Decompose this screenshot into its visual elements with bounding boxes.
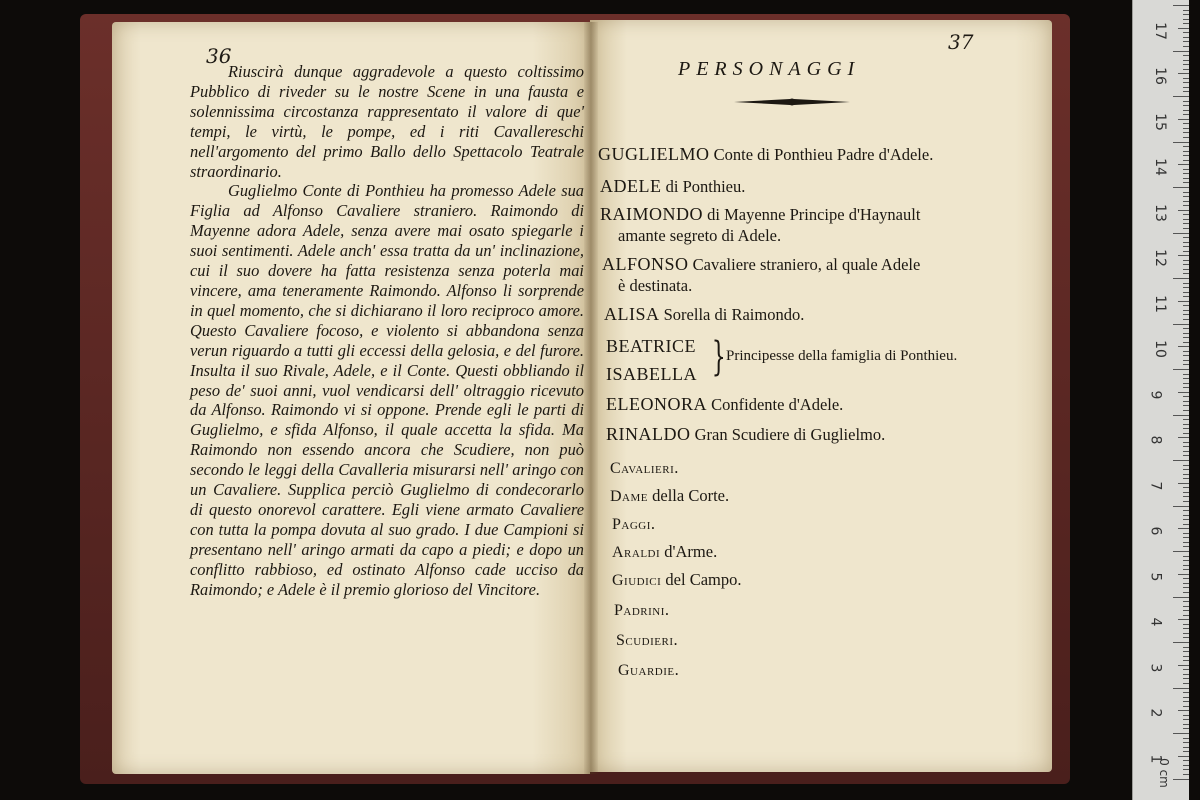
ruler-tick	[1178, 301, 1189, 302]
bracket-name: ISABELLA	[606, 364, 697, 384]
ruler-tick	[1183, 556, 1189, 557]
ruler-tick	[1173, 460, 1189, 461]
ruler-tick	[1183, 451, 1189, 452]
ruler-tick	[1183, 656, 1189, 657]
ruler-tick	[1183, 305, 1189, 306]
ruler-tick	[1183, 396, 1189, 397]
ruler-tick	[1183, 742, 1189, 743]
ruler-tick	[1178, 73, 1189, 74]
ruler-tick	[1183, 342, 1189, 343]
ruler-tick	[1183, 683, 1189, 684]
cast-entry	[602, 254, 920, 275]
cast-desc: Cavaliere straniero, al quale Adele	[688, 255, 921, 274]
ruler-tick	[1183, 637, 1189, 638]
ruler-tick	[1173, 5, 1189, 6]
extra-name: Guardie	[618, 662, 675, 679]
ruler-tick	[1183, 747, 1189, 748]
ruler-tick	[1183, 23, 1189, 24]
ruler-tick	[1183, 738, 1189, 739]
ruler-tick	[1178, 756, 1189, 757]
ruler-tick	[1183, 296, 1189, 297]
ruler-tick	[1183, 660, 1189, 661]
ruler-tick	[1183, 328, 1189, 329]
ruler-tick	[1183, 410, 1189, 411]
cast-name: RAIMONDO	[600, 204, 703, 224]
ruler-tick	[1183, 178, 1189, 179]
ruler-tick	[1183, 601, 1189, 602]
ruler-tick	[1183, 333, 1189, 334]
ruler-tick	[1183, 223, 1189, 224]
ruler-tick	[1183, 487, 1189, 488]
ruler-tick	[1183, 424, 1189, 425]
ruler-tick	[1178, 574, 1189, 575]
ruler-tick	[1183, 310, 1189, 311]
ruler-tick	[1183, 478, 1189, 479]
ruler-tick	[1183, 610, 1189, 611]
ruler-tick	[1183, 283, 1189, 284]
ruler-number: 6	[1147, 526, 1164, 536]
ruler-tick	[1183, 182, 1189, 183]
extra-name: Cavalieri	[610, 460, 675, 477]
left-page-text	[190, 62, 584, 599]
extra-entry	[610, 486, 729, 506]
ruler-tick	[1183, 364, 1189, 365]
ruler-number: 13	[1151, 203, 1168, 222]
cast-desc: Conte di Ponthieu Padre d'Adele.	[709, 145, 934, 164]
ruler-tick	[1183, 724, 1189, 725]
ruler-tick	[1183, 101, 1189, 102]
extra-name: Padrini	[614, 602, 665, 619]
ruler-tick	[1178, 119, 1189, 120]
ruler-tick	[1183, 565, 1189, 566]
right-page-number: 37	[948, 30, 974, 54]
left-page-number: 36	[206, 44, 232, 68]
ruler-tick	[1183, 501, 1189, 502]
cast-entry	[598, 144, 933, 165]
ruler-tick	[1183, 360, 1189, 361]
ruler-tick	[1173, 688, 1189, 689]
extra-desc: .	[664, 600, 670, 619]
ruler-tick	[1173, 233, 1189, 234]
ruler-tick	[1183, 246, 1189, 247]
ruler-tick	[1183, 374, 1189, 375]
ruler-number: 11	[1151, 294, 1168, 313]
ruler-number: 15	[1151, 112, 1168, 131]
ruler-tick	[1183, 592, 1189, 593]
ruler-tick	[1183, 251, 1189, 252]
paragraph: Riuscirà dunque aggradevole a questo coltissimo Pubblico di riveder su le nostre Scene in una fausta e solennissima circostanza rappresentato il valore di que' tempi, le virtù, le pompe, ed i riti Cavallereschi nell'argomento del primo Ballo dello Spettacolo Teatrale straordinario.	[190, 62, 584, 181]
curly-brace-icon: }	[711, 334, 726, 380]
ruler-tick	[1183, 401, 1189, 402]
extra-desc: della Corte.	[648, 486, 730, 505]
ruler-tick	[1173, 51, 1189, 52]
paragraph: Guglielmo Conte di Ponthieu ha promesso Adele sua Figlia ad Alfonso Cavaliere straniero. Raimondo di Mayenne adora Adele, senza avere mai osato spiegarle i suoi sentimenti. Adele anch' essa tratta da un' inclinazione, cui il suo dovere ha fatta resistenza senza poterla mai vincere, ama teneramente Raimondo. Alfonso li sorprende in quel momento, che si dichiarano il loro reciproco amore. Questo Cavaliere focoso, e violento si abbandona senza verun riguardo a tutti gli eccessi della gelosia, e del furore. Insulta il suo Rivale, Adele, e il Conte. Questi obbliando il peso de' suoi anni, vuol vendicarsi dell' oltraggio ricevuto da Alfonso. Raimondo vi si oppone. Prende egli le parti di Guglielmo, e sfida Alfonso, il quale accetta la sfida. Ma Raimondo non essendo ancora che Scudiere, non può secondo le leggi della Cavalleria misurarsi nell' aringo con un Cavaliere. Supplica perciò Guglielmo di condecorarlo di questo onorevol carattere. Egli viene armato Cavaliere con tutta la pompa dovuta al suo grado. I due Campioni si presentano nell' aringo armati da capo a piedi; e dopo un conflitto rabbioso, ed ostinato Alfonso cade ucciso da Raimondo; e Adele è il premio glorioso del Vincitore.	[190, 181, 584, 599]
ruler-tick	[1183, 433, 1189, 434]
ruler-tick	[1183, 69, 1189, 70]
ruler-tick	[1183, 110, 1189, 111]
cast-entry	[600, 176, 745, 197]
extra-name: Giudici	[612, 572, 662, 589]
ruler-tick	[1183, 728, 1189, 729]
cast-entry	[600, 204, 920, 225]
ruler-tick	[1183, 132, 1189, 133]
ruler-tick	[1183, 697, 1189, 698]
ruler-tick	[1178, 255, 1189, 256]
ruler-tick	[1183, 760, 1189, 761]
ruler-tick	[1183, 578, 1189, 579]
extra-entry	[618, 660, 679, 680]
ruler-number: 1	[1147, 754, 1164, 764]
ornament-divider	[732, 96, 852, 108]
ruler-tick	[1183, 14, 1189, 15]
ruler-number: 10	[1151, 340, 1168, 359]
cast-entry	[606, 394, 843, 415]
ruler-number: 9	[1147, 390, 1164, 400]
ruler-tick	[1183, 292, 1189, 293]
ruler-tick	[1178, 483, 1189, 484]
ruler-number: 7	[1147, 481, 1164, 491]
ruler-unit: 0 cm	[1156, 758, 1171, 788]
ruler-tick	[1183, 651, 1189, 652]
ruler-tick	[1173, 506, 1189, 507]
ruler-tick	[1183, 378, 1189, 379]
ruler-tick	[1183, 510, 1189, 511]
ruler-tick	[1183, 205, 1189, 206]
ruler-tick	[1178, 392, 1189, 393]
ruler-tick	[1178, 710, 1189, 711]
ruler-tick	[1183, 201, 1189, 202]
extra-entry	[614, 600, 669, 620]
ruler-tick	[1183, 706, 1189, 707]
cast-name	[606, 364, 697, 385]
ruler-tick	[1173, 96, 1189, 97]
ruler-tick	[1183, 715, 1189, 716]
ruler-tick	[1183, 674, 1189, 675]
ruler-tick	[1183, 678, 1189, 679]
ruler-tick	[1183, 228, 1189, 229]
ruler-tick	[1173, 551, 1189, 552]
ruler-tick	[1173, 733, 1189, 734]
ruler-tick	[1178, 346, 1189, 347]
cast-desc: Sorella di Raimondo.	[659, 305, 805, 324]
ruler-number: 5	[1147, 572, 1164, 582]
extra-name: Scudieri	[616, 632, 674, 649]
ruler-tick	[1183, 273, 1189, 274]
ruler-tick	[1183, 196, 1189, 197]
book-gutter	[584, 22, 598, 774]
ruler-tick	[1183, 242, 1189, 243]
ruler-tick	[1183, 64, 1189, 65]
ruler-tick	[1183, 387, 1189, 388]
ruler-tick	[1183, 10, 1189, 11]
ruler-tick	[1183, 428, 1189, 429]
ruler-tick	[1178, 528, 1189, 529]
extra-entry	[612, 570, 741, 590]
ruler-tick	[1183, 719, 1189, 720]
ruler-tick	[1183, 169, 1189, 170]
ruler-tick	[1183, 264, 1189, 265]
cast-entry-continued: è destinata.	[618, 276, 693, 295]
ruler-number: 14	[1151, 158, 1168, 177]
cast-name: GUGLIELMO	[598, 144, 710, 164]
ruler-tick	[1183, 442, 1189, 443]
ruler-tick	[1183, 546, 1189, 547]
ruler-tick	[1183, 46, 1189, 47]
extra-desc: .	[650, 514, 656, 533]
ruler-tick	[1183, 192, 1189, 193]
ruler-number: 3	[1147, 663, 1164, 673]
ruler-tick	[1183, 515, 1189, 516]
ruler-tick	[1173, 187, 1189, 188]
ruler-tick	[1178, 28, 1189, 29]
ruler-tick	[1183, 624, 1189, 625]
ruler-tick	[1183, 337, 1189, 338]
ruler-tick	[1183, 355, 1189, 356]
ruler-tick	[1183, 319, 1189, 320]
ruler-tick	[1173, 369, 1189, 370]
ruler-tick	[1173, 415, 1189, 416]
ruler-number: 17	[1151, 21, 1168, 40]
ruler-tick	[1183, 587, 1189, 588]
ruler-tick	[1183, 405, 1189, 406]
ruler-tick	[1183, 533, 1189, 534]
bracket-desc: Principesse della famiglia di Ponthieu.	[726, 348, 958, 364]
cast-desc: Gran Scudiere di Guglielmo.	[690, 425, 886, 444]
extra-desc: .	[674, 660, 679, 679]
extra-entry	[612, 514, 655, 534]
cast-name: ADELE	[600, 176, 662, 196]
ruler-tick	[1183, 669, 1189, 670]
ruler-tick	[1183, 615, 1189, 616]
ruler-tick	[1183, 419, 1189, 420]
ruler-tick	[1183, 542, 1189, 543]
ruler-tick	[1183, 537, 1189, 538]
cast-name: RINALDO	[606, 424, 691, 444]
ruler-tick	[1183, 41, 1189, 42]
ruler-tick	[1173, 278, 1189, 279]
ruler-tick	[1183, 160, 1189, 161]
extra-entry	[612, 542, 717, 562]
measurement-ruler	[1132, 0, 1189, 800]
ruler-tick	[1183, 560, 1189, 561]
ruler-number: 2	[1147, 708, 1164, 718]
extra-desc: .	[673, 630, 678, 649]
ruler-tick	[1183, 137, 1189, 138]
ruler-tick	[1183, 91, 1189, 92]
ruler-number: 16	[1151, 67, 1168, 86]
ruler-tick	[1183, 60, 1189, 61]
cast-desc: di Mayenne Principe d'Haynault	[703, 205, 921, 224]
ruler-tick	[1173, 642, 1189, 643]
page-title: PERSONAGGI	[678, 58, 861, 80]
ruler-tick	[1183, 214, 1189, 215]
ruler-tick	[1183, 314, 1189, 315]
ruler-tick	[1183, 287, 1189, 288]
extra-name: Dame	[610, 488, 648, 505]
ruler-tick	[1183, 469, 1189, 470]
ruler-tick	[1183, 583, 1189, 584]
ruler-tick	[1183, 769, 1189, 770]
ruler-tick	[1183, 492, 1189, 493]
ruler-tick	[1183, 237, 1189, 238]
cast-entry	[606, 424, 885, 445]
ruler-tick	[1183, 474, 1189, 475]
ruler-tick	[1183, 455, 1189, 456]
ruler-tick	[1183, 524, 1189, 525]
ruler-tick	[1183, 446, 1189, 447]
bracket-name: BEATRICE	[606, 336, 697, 356]
ruler-tick	[1183, 146, 1189, 147]
ruler-tick	[1183, 701, 1189, 702]
ruler-tick	[1183, 151, 1189, 152]
ruler-tick	[1178, 164, 1189, 165]
ruler-tick	[1183, 260, 1189, 261]
ruler-tick	[1183, 383, 1189, 384]
ruler-tick	[1173, 142, 1189, 143]
ruler-tick	[1183, 78, 1189, 79]
cast-desc: Confidente d'Adele.	[707, 395, 844, 414]
ruler-tick	[1183, 628, 1189, 629]
ruler-tick	[1183, 751, 1189, 752]
cast-entry	[604, 304, 804, 325]
ruler-tick	[1183, 123, 1189, 124]
ruler-tick	[1183, 19, 1189, 20]
extra-desc: .	[674, 458, 679, 477]
ruler-tick	[1178, 210, 1189, 211]
ruler-tick	[1183, 633, 1189, 634]
ruler-tick	[1183, 606, 1189, 607]
cast-name: ALISA	[604, 304, 660, 324]
ruler-tick	[1183, 173, 1189, 174]
ruler-tick	[1183, 496, 1189, 497]
ruler-number: 4	[1147, 617, 1164, 627]
ruler-tick	[1183, 269, 1189, 270]
ruler-tick	[1183, 647, 1189, 648]
ruler-tick	[1183, 82, 1189, 83]
ruler-tick	[1183, 87, 1189, 88]
ruler-number: 12	[1151, 249, 1168, 268]
ruler-tick	[1183, 32, 1189, 33]
cast-name: ELEONORA	[606, 394, 707, 414]
cast-desc: di Ponthieu.	[661, 177, 746, 196]
ruler-tick	[1183, 465, 1189, 466]
ruler-tick	[1183, 114, 1189, 115]
ruler-tick	[1183, 692, 1189, 693]
extra-name: Araldi	[612, 544, 661, 561]
ruler-tick	[1173, 597, 1189, 598]
extra-desc: d'Arme.	[660, 542, 718, 561]
ruler-tick	[1178, 665, 1189, 666]
extra-desc: del Campo.	[661, 570, 742, 589]
cast-name	[606, 336, 696, 357]
ruler-tick	[1183, 55, 1189, 56]
ruler-tick	[1183, 765, 1189, 766]
ruler-tick	[1183, 105, 1189, 106]
extra-name: Paggi	[612, 516, 651, 533]
extra-entry	[616, 630, 678, 650]
ruler-tick	[1183, 569, 1189, 570]
ruler-tick	[1178, 619, 1189, 620]
ruler-tick	[1183, 351, 1189, 352]
ruler-tick	[1183, 774, 1189, 775]
ruler-tick	[1178, 437, 1189, 438]
ruler-tick	[1173, 324, 1189, 325]
cast-entry-continued: amante segreto di Adele.	[618, 226, 782, 245]
ruler-tick	[1183, 519, 1189, 520]
ruler-number: 8	[1147, 435, 1164, 445]
ruler-tick	[1183, 155, 1189, 156]
ruler-tick	[1183, 219, 1189, 220]
cast-name: ALFONSO	[602, 254, 689, 274]
ruler-tick	[1173, 779, 1189, 780]
extra-entry	[610, 458, 678, 478]
ruler-tick	[1183, 128, 1189, 129]
ruler-tick	[1183, 37, 1189, 38]
